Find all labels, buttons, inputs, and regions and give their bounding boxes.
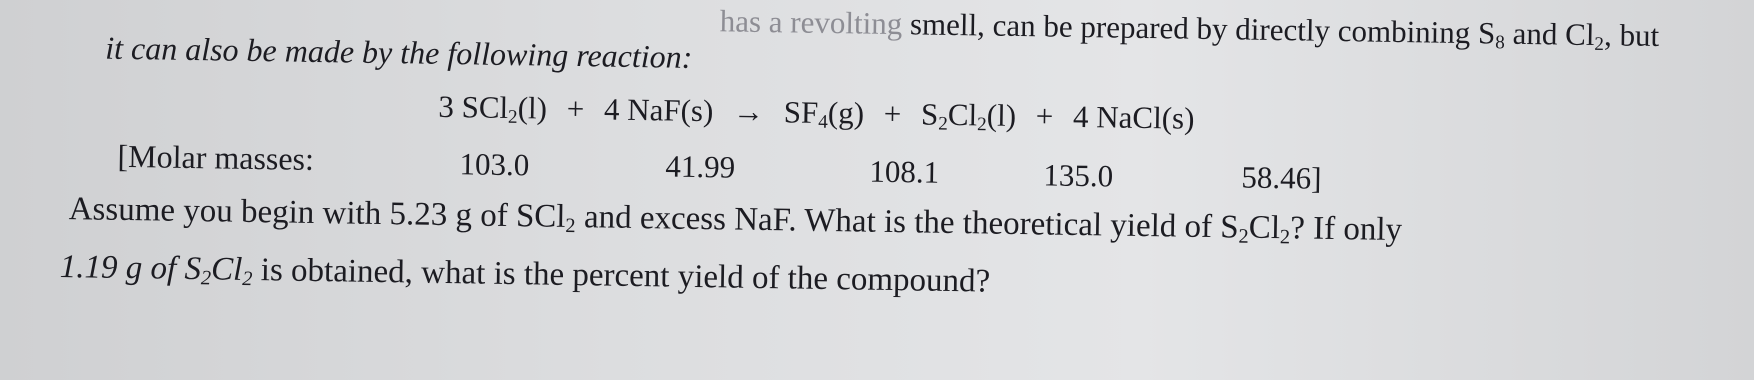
intro-line-1 bbox=[719, 3, 1660, 55]
formula-s8: $S_8$ bbox=[1477, 15, 1505, 54]
reaction-equation bbox=[438, 88, 1195, 136]
intro-line-2: it can also be made by the following reaction: bbox=[104, 29, 693, 75]
intro-tail: , but bbox=[1603, 17, 1660, 54]
molar-mass-naf: 41.99 bbox=[665, 148, 736, 185]
formula-cl2: $Cl_2$ bbox=[1564, 16, 1605, 55]
reaction-arrow: → bbox=[732, 93, 765, 130]
product-sf4: $SF_4(g)$ bbox=[783, 94, 865, 133]
product-s2cl2: $S_2Cl_2(l)$ bbox=[920, 96, 1017, 136]
reactant-naf: 4 NaF(s) bbox=[603, 91, 714, 129]
molar-mass-s2cl2: 135.0 bbox=[1043, 157, 1114, 194]
product-nacl: 4 NaCl(s) bbox=[1072, 98, 1195, 136]
plus-sign: + bbox=[566, 90, 585, 127]
intro-and: and bbox=[1504, 15, 1566, 52]
intro-faded-prefix: has a revolting bbox=[719, 3, 903, 42]
plus-sign: + bbox=[1035, 98, 1054, 134]
plus-sign: + bbox=[883, 95, 902, 132]
question-line-1: Assume you begin with 5.23 g of SCl$_2$ and excess NaF. What is the theoretical yield of $S_2Cl_2$? If only bbox=[68, 191, 1403, 249]
question-line-2: 1.19 g of $S_2Cl_2$ is obtained, what is the percent yield of the compound? bbox=[59, 248, 991, 300]
reactant-scl2: 3 SCl$_2$(l) bbox=[438, 88, 548, 128]
molar-mass-nacl: 58.46] bbox=[1241, 159, 1322, 196]
molar-mass-sf4: 108.1 bbox=[869, 153, 940, 190]
intro-line1-text: smell, can be prepared by directly combining bbox=[901, 6, 1479, 51]
molar-masses-label: [Molar masses: bbox=[117, 137, 315, 177]
molar-mass-scl2: 103.0 bbox=[459, 146, 530, 183]
